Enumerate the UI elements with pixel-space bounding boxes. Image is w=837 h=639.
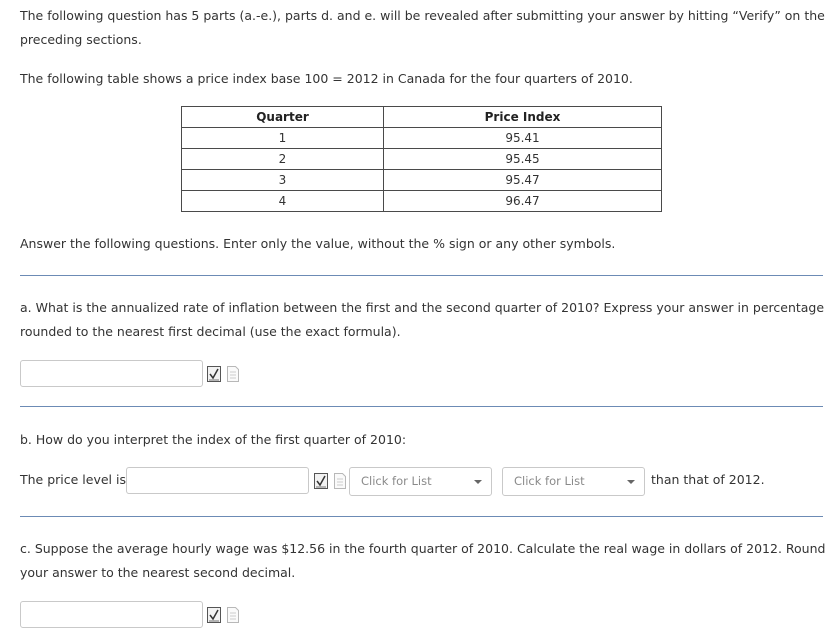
table-row (182, 128, 662, 149)
column-header-price-index: Price Index (384, 107, 662, 128)
equation-editor-icon[interactable] (314, 473, 328, 489)
price-index-table (181, 106, 662, 212)
price-index-cell: 95.41 (384, 128, 662, 149)
equation-editor-icon[interactable] (207, 607, 221, 623)
quarter-cell: 4 (182, 191, 384, 212)
chevron-down-icon (474, 480, 482, 484)
document-icon[interactable] (333, 473, 347, 489)
part-b-question: b. How do you interpret the index of the first quarter of 2010: (20, 432, 407, 447)
part-a-question-line-2: rounded to the nearest first decimal (use the exact formula). (20, 324, 401, 339)
instructions: Answer the following questions. Enter only the value, without the % sign or any other symbols. (20, 236, 616, 251)
price-index-cell: 96.47 (384, 191, 662, 212)
table-row (182, 149, 662, 170)
document-icon[interactable] (226, 607, 240, 623)
table-row (182, 191, 662, 212)
intro-line-2: preceding sections. (20, 32, 142, 47)
column-header-quarter: Quarter (182, 107, 384, 128)
table-caption: The following table shows a price index base 100 = 2012 in Canada for the four quarters of 2010. (20, 71, 633, 86)
part-b-answer-input[interactable] (126, 467, 309, 494)
equation-editor-icon[interactable] (207, 366, 221, 382)
table-header-row (182, 107, 662, 128)
part-b-suffix: than that of 2012. (651, 472, 765, 487)
divider (20, 516, 823, 517)
part-a-question-line-1: a. What is the annualized rate of inflation between the first and the second quarter of 2010? Express your answer in percentage (20, 300, 825, 315)
divider (20, 406, 823, 407)
quarter-cell: 3 (182, 170, 384, 191)
chevron-down-icon (627, 480, 635, 484)
quarter-cell: 1 (182, 128, 384, 149)
divider (20, 275, 823, 276)
part-b-prefix: The price level is (20, 472, 126, 487)
part-c-question-line-1: c. Suppose the average hourly wage was $12.56 in the fourth quarter of 2010. Calculate the real wage in dollars of 2012. Round (20, 541, 826, 556)
intro-line-1: The following question has 5 parts (a.-e.), parts d. and e. will be revealed after submitting your answer by hitting “Verify” on the (20, 8, 825, 23)
select-placeholder: Click for List (514, 474, 585, 488)
part-c-question-line-2: your answer to the nearest second decimal. (20, 565, 296, 580)
price-index-cell: 95.47 (384, 170, 662, 191)
document-icon[interactable] (226, 366, 240, 382)
price-index-cell: 95.45 (384, 149, 662, 170)
select-placeholder: Click for List (361, 474, 432, 488)
part-a-answer-input[interactable] (20, 360, 203, 387)
part-b-select-2[interactable] (502, 467, 645, 496)
table-row (182, 170, 662, 191)
part-c-answer-input[interactable] (20, 601, 203, 628)
quarter-cell: 2 (182, 149, 384, 170)
part-b-select-1[interactable] (349, 467, 492, 496)
